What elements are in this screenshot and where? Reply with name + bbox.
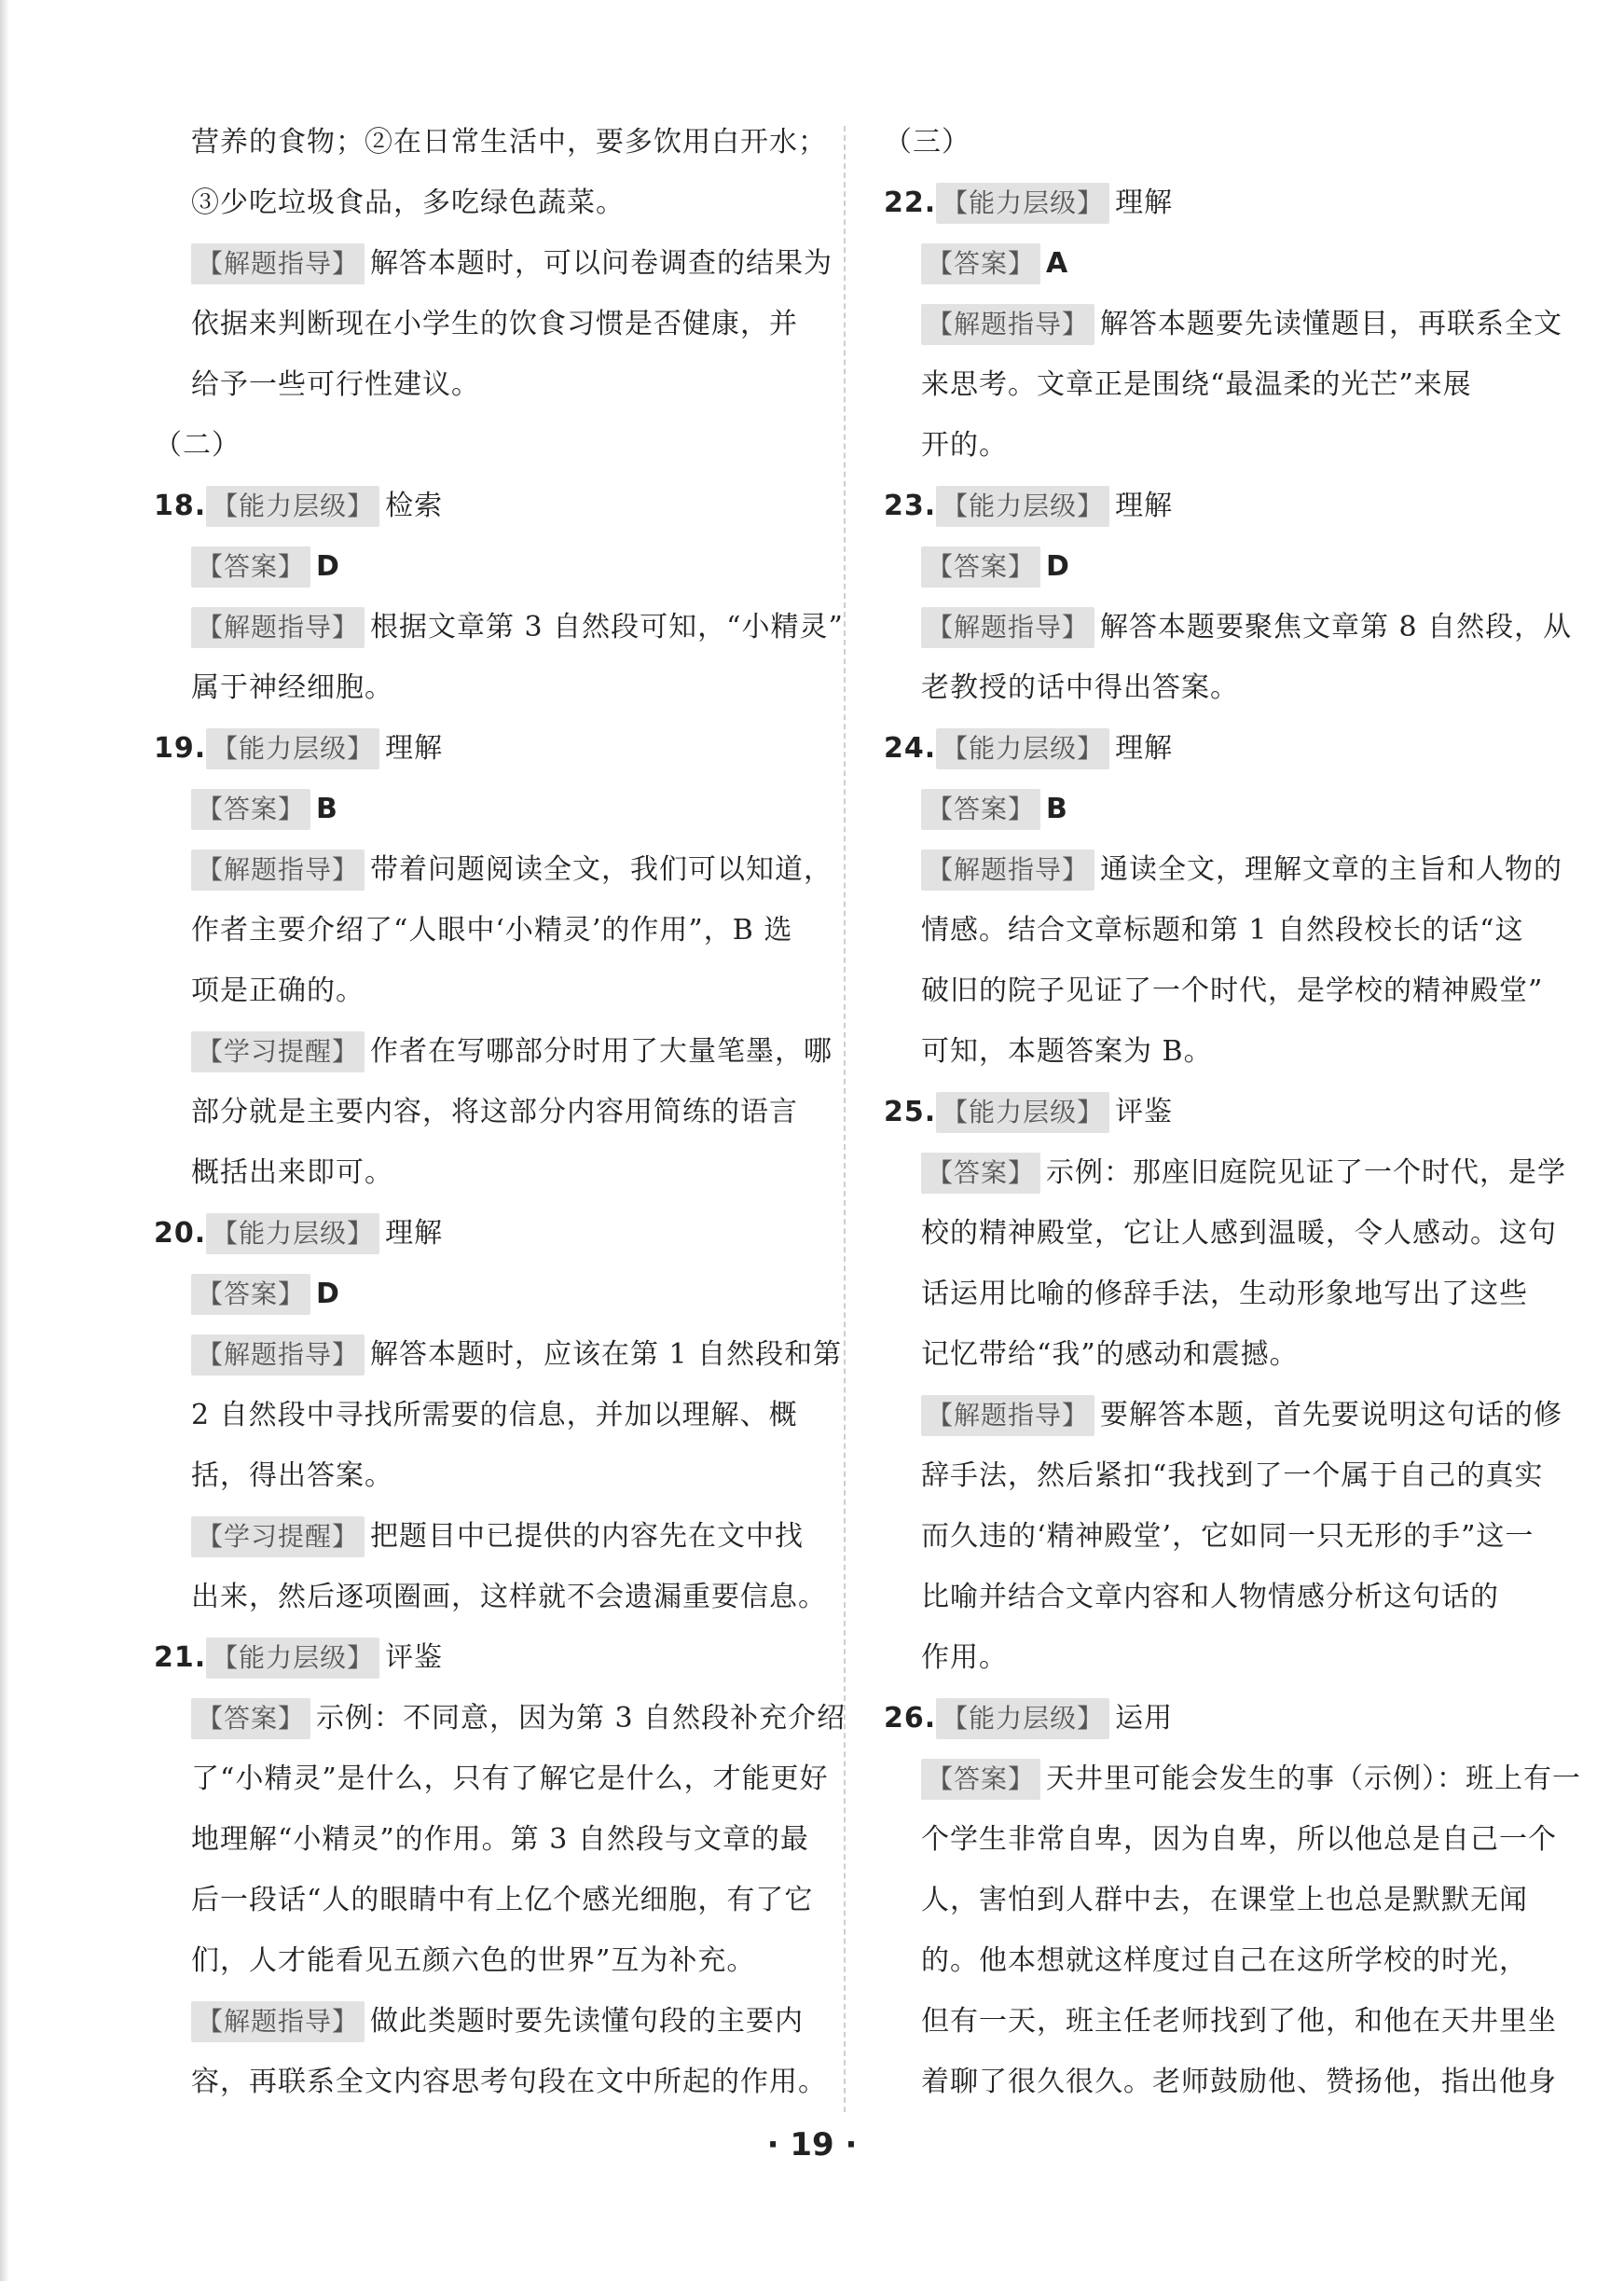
section-tag: 【能力层级】	[936, 1092, 1109, 1133]
line-text: 2 自然段中寻找所需要的信息，并加以理解、概	[191, 1399, 798, 1431]
text-line	[884, 839, 1563, 900]
text-line	[154, 354, 825, 415]
text-line	[884, 900, 1555, 961]
section-tag: 【能力层级】	[936, 183, 1109, 224]
text-line	[154, 1506, 825, 1567]
section-tag: 【能力层级】	[206, 1213, 379, 1254]
text-line	[884, 233, 1555, 294]
text-line	[154, 415, 825, 476]
section-tag: 【解题指导】	[191, 243, 365, 284]
text-line	[884, 112, 1555, 173]
section-tag: 【学习提醒】	[191, 1031, 365, 1072]
section-tag: 【答案】	[921, 1153, 1040, 1194]
section-tag: 【答案】	[921, 1759, 1040, 1800]
question-number: 19.	[154, 732, 207, 765]
text-line	[154, 1385, 825, 1445]
line-text: ③少吃垃圾食品，多吃绿色蔬菜。	[191, 187, 625, 219]
line-text: 后一段话“人的眼睛中有上亿个感光细胞，有了它	[191, 1884, 814, 1916]
section-tag: 【解题指导】	[921, 1395, 1094, 1436]
question-number: 24.	[884, 732, 937, 765]
text-line	[884, 1506, 1555, 1567]
line-text: 示例：不同意，因为第 3 自然段补充介绍	[316, 1702, 846, 1735]
text-line	[154, 1749, 829, 1809]
answer-letter: D	[316, 1278, 340, 1310]
question-number: 26.	[884, 1702, 937, 1735]
answer-letter: D	[1046, 550, 1070, 583]
section-tag: 【解题指导】	[191, 850, 365, 891]
line-text: 给予一些可行性建议。	[191, 368, 480, 401]
text-line	[154, 112, 825, 173]
section-tag: 【答案】	[191, 789, 310, 830]
text-line	[154, 2052, 825, 2112]
question-number: 21.	[154, 1641, 207, 1674]
text-line	[884, 1385, 1563, 1445]
text-line	[884, 476, 1555, 536]
text-line	[154, 597, 844, 657]
line-text: 解答本题时，应该在第 1 自然段和第	[370, 1338, 843, 1371]
text-line	[884, 1749, 1582, 1809]
text-line	[884, 1627, 1555, 1688]
text-line	[154, 1021, 833, 1082]
section-tag: 【答案】	[921, 789, 1040, 830]
text-line	[154, 1809, 825, 1870]
line-text: 理解	[1115, 490, 1174, 522]
line-text: 项是正确的。	[191, 975, 365, 1007]
line-text: 人，害怕到人群中去，在课堂上也总是默默无闻	[921, 1884, 1528, 1916]
text-line	[884, 657, 1555, 718]
text-line	[154, 233, 833, 294]
text-line	[884, 536, 1555, 597]
answer-letter: B	[1046, 793, 1068, 825]
line-text: 通读全文，理解文章的主旨和人物的	[1100, 853, 1563, 886]
section-tag: 【解题指导】	[191, 1334, 365, 1376]
line-text: 评鉴	[385, 1641, 444, 1674]
line-text: 校的精神殿堂，它让人感到温暖，令人感动。这句	[921, 1217, 1557, 1250]
section-tag: 【能力层级】	[936, 486, 1109, 527]
text-line	[884, 961, 1555, 1021]
line-text: 解答本题要先读懂题目，再联系全文	[1100, 308, 1563, 340]
line-text: 开的。	[921, 429, 1008, 462]
answer-letter: B	[316, 793, 338, 825]
line-text: 天井里可能会发生的事（示例）：班上有一	[1046, 1763, 1582, 1795]
text-line	[884, 354, 1555, 415]
line-text: 依据来判断现在小学生的饮食习惯是否健康，并	[191, 308, 798, 340]
line-text: 评鉴	[1115, 1096, 1174, 1128]
text-line	[154, 718, 825, 779]
line-text: 作者主要介绍了“人眼中‘小精灵’的作用”，B 选	[191, 914, 793, 947]
line-text: 做此类题时要先读懂句段的主要内	[370, 2005, 805, 2038]
section-tag: 【解题指导】	[191, 607, 365, 648]
line-text: 个学生非常自卑，因为自卑，所以他总是自己一个	[921, 1823, 1557, 1856]
text-line	[884, 1203, 1555, 1264]
line-text: 把题目中已提供的内容先在文中找	[370, 1520, 805, 1553]
section-tag: 【能力层级】	[206, 1638, 379, 1679]
line-text: 们，人才能看见五颜六色的世界”互为补充。	[191, 1944, 756, 1977]
text-line	[884, 173, 1555, 233]
text-line	[154, 1264, 825, 1324]
question-number: 22.	[884, 187, 937, 219]
text-line	[884, 1082, 1555, 1142]
text-line	[154, 1870, 825, 1930]
line-text: （三）	[884, 126, 970, 159]
text-line	[884, 1809, 1555, 1870]
text-line	[884, 597, 1573, 657]
text-line	[884, 1142, 1567, 1203]
text-line	[884, 294, 1563, 354]
text-line	[154, 779, 825, 839]
line-text: 地理解“小精灵”的作用。第 3 自然段与文章的最	[191, 1823, 809, 1856]
line-text: 理解	[1115, 187, 1174, 219]
section-tag: 【解题指导】	[191, 2001, 365, 2042]
text-line	[154, 1627, 825, 1688]
column-divider	[844, 126, 846, 2112]
page-number: · 19 ·	[766, 2126, 858, 2163]
text-line	[154, 1203, 825, 1264]
text-line	[884, 779, 1555, 839]
line-text: 括，得出答案。	[191, 1459, 393, 1492]
line-text: 话运用比喻的修辞手法，生动形象地写出了这些	[921, 1278, 1528, 1310]
line-text: 情感。结合文章标题和第 1 自然段校长的话“这	[921, 914, 1524, 947]
line-text: 运用	[1115, 1702, 1174, 1735]
text-line	[154, 1567, 825, 1627]
line-text: 营养的食物；②在日常生活中，要多饮用白开水；	[191, 126, 827, 159]
section-tag: 【解题指导】	[921, 607, 1094, 648]
section-tag: 【解题指导】	[921, 304, 1094, 345]
section-tag: 【答案】	[921, 243, 1040, 284]
text-line	[884, 1445, 1555, 1506]
text-line	[154, 173, 825, 233]
line-text: 解答本题时，可以问卷调查的结果为	[370, 247, 833, 280]
section-tag: 【能力层级】	[206, 486, 379, 527]
line-text: 属于神经细胞。	[191, 671, 393, 704]
text-line	[154, 294, 825, 354]
section-tag: 【答案】	[191, 546, 310, 588]
text-line	[154, 1082, 825, 1142]
line-text: 容，再联系全文内容思考句段在文中所起的作用。	[191, 2066, 827, 2098]
line-text: 理解	[385, 1217, 444, 1250]
line-text: 部分就是主要内容，将这部分内容用简练的语言	[191, 1096, 798, 1128]
section-tag: 【能力层级】	[936, 728, 1109, 769]
page-edge-shadow	[0, 0, 9, 2281]
question-number: 25.	[884, 1096, 937, 1128]
text-line	[884, 1264, 1555, 1324]
section-tag: 【能力层级】	[206, 728, 379, 769]
line-text: 比喻并结合文章内容和人物情感分析这句话的	[921, 1581, 1499, 1613]
line-text: 理解	[1115, 732, 1174, 765]
text-line	[154, 1445, 825, 1506]
text-line	[154, 1324, 843, 1385]
line-text: 老教授的话中得出答案。	[921, 671, 1239, 704]
text-line	[884, 1324, 1555, 1385]
text-line	[154, 1991, 825, 2052]
text-line	[884, 2052, 1555, 2112]
line-text: 了“小精灵”是什么，只有了解它是什么，才能更好	[191, 1763, 829, 1795]
text-line	[884, 1991, 1555, 2052]
line-text: 出来，然后逐项圈画，这样就不会遗漏重要信息。	[191, 1581, 827, 1613]
section-tag: 【学习提醒】	[191, 1516, 365, 1557]
line-text: 检索	[385, 490, 444, 522]
text-line	[154, 961, 825, 1021]
line-text: 破旧的院子见证了一个时代，是学校的精神殿堂”	[921, 975, 1544, 1007]
question-number: 23.	[884, 490, 937, 522]
line-text: 但有一天，班主任老师找到了他，和他在天井里坐	[921, 2005, 1557, 2038]
line-text: 辞手法，然后紧扣“我找到了一个属于自己的真实	[921, 1459, 1544, 1492]
section-tag: 【能力层级】	[936, 1698, 1109, 1739]
text-line	[154, 1930, 825, 1991]
text-line	[154, 1142, 825, 1203]
text-line	[154, 839, 833, 900]
line-text: 要解答本题，首先要说明这句话的修	[1100, 1399, 1563, 1431]
line-text: 而久违的‘精神殿堂’，它如同一只无形的手”这一	[921, 1520, 1535, 1553]
line-text: （二）	[154, 429, 241, 462]
line-text: 理解	[385, 732, 444, 765]
answer-letter: D	[316, 550, 340, 583]
text-line	[154, 476, 825, 536]
text-line	[884, 1567, 1555, 1627]
right-column	[884, 112, 1582, 2112]
line-text: 解答本题要聚焦文章第 8 自然段，从	[1100, 611, 1573, 643]
text-line	[154, 1688, 846, 1749]
left-column	[154, 112, 846, 2112]
line-text: 示例：那座旧庭院见证了一个时代，是学	[1046, 1156, 1567, 1189]
line-text: 来思考。文章正是围绕“最温柔的光芒”来展	[921, 368, 1472, 401]
text-line	[884, 1021, 1555, 1082]
line-text: 着聊了很久很久。老师鼓励他、赞扬他，指出他身	[921, 2066, 1557, 2098]
text-line	[154, 536, 825, 597]
answer-letter: A	[1046, 247, 1069, 280]
line-text: 概括出来即可。	[191, 1156, 393, 1189]
line-text: 的。他本想就这样度过自己在这所学校的时光，	[921, 1944, 1528, 1977]
text-line	[884, 1870, 1555, 1930]
text-line	[154, 900, 825, 961]
text-line	[884, 415, 1555, 476]
line-text: 带着问题阅读全文，我们可以知道，	[370, 853, 833, 886]
line-text: 作者在写哪部分时用了大量笔墨，哪	[370, 1035, 833, 1068]
text-line	[884, 718, 1555, 779]
section-tag: 【答案】	[191, 1274, 310, 1315]
section-tag: 【答案】	[191, 1698, 310, 1739]
line-text: 可知，本题答案为 B。	[921, 1035, 1213, 1068]
section-tag: 【答案】	[921, 546, 1040, 588]
line-text: 记忆带给“我”的感动和震撼。	[921, 1338, 1299, 1371]
question-number: 18.	[154, 490, 207, 522]
line-text: 根据文章第 3 自然段可知，“小精灵”	[370, 611, 844, 643]
text-line	[884, 1930, 1555, 1991]
section-tag: 【解题指导】	[921, 850, 1094, 891]
line-text: 作用。	[921, 1641, 1008, 1674]
question-number: 20.	[154, 1217, 207, 1250]
text-line	[884, 1688, 1555, 1749]
text-line	[154, 657, 825, 718]
